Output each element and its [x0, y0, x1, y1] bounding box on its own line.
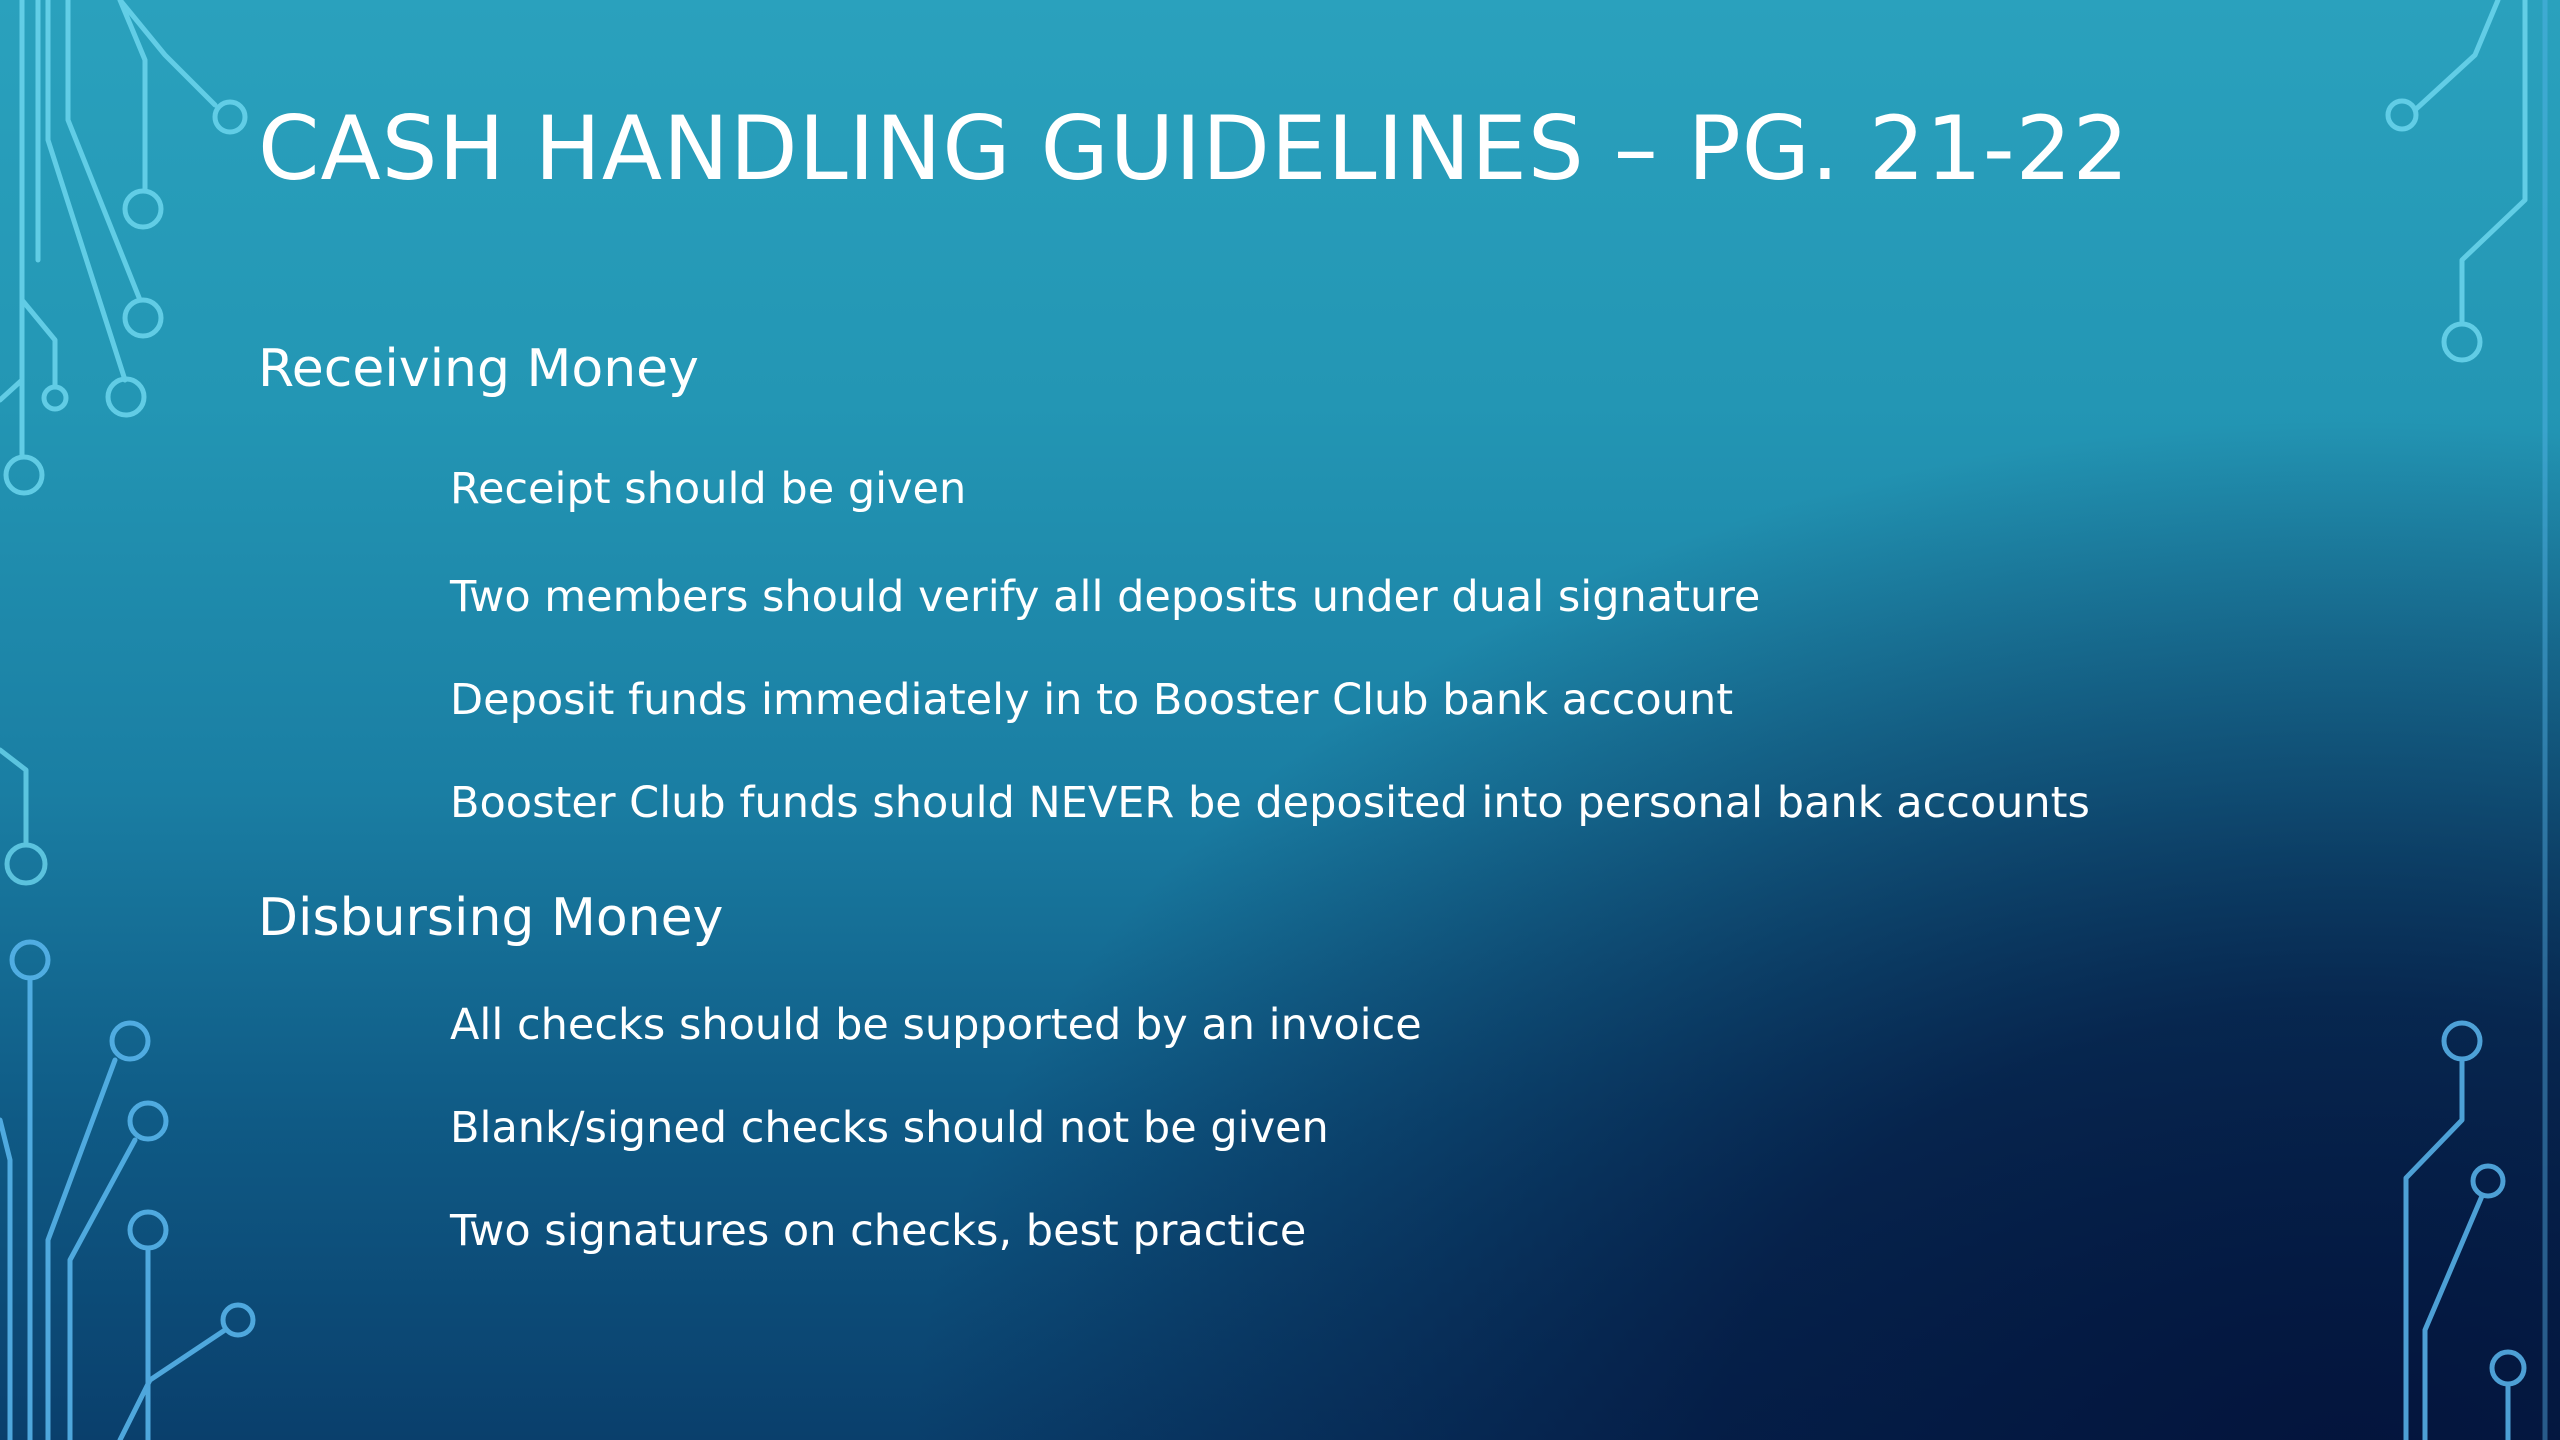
list-item-invoice: All checks should be supported by an invoice — [450, 1000, 1422, 1050]
list-item-no-personal-accounts: Booster Club funds should NEVER be deposited into personal bank accounts — [450, 778, 2090, 828]
list-item-blank-checks: Blank/signed checks should not be given — [450, 1103, 1329, 1153]
circuit-bottom-left — [0, 942, 253, 1440]
list-item-receipt: Receipt should be given — [450, 464, 967, 514]
list-item-dual-signature: Two members should verify all deposits under dual signature — [450, 572, 1761, 622]
section-heading-receiving-money: Receiving Money — [258, 339, 699, 399]
circuit-mid-left — [0, 750, 45, 883]
slide-title: CASH HANDLING GUIDELINES – PG. 21-22 — [258, 97, 2130, 200]
circuit-top-right — [2388, 0, 2525, 360]
list-item-deposit-funds: Deposit funds immediately in to Booster Club bank account — [450, 675, 1734, 725]
circuit-bottom-right — [2406, 0, 2545, 1440]
list-item-two-signatures: Two signatures on checks, best practice — [450, 1206, 1307, 1256]
section-heading-disbursing-money: Disbursing Money — [258, 888, 724, 948]
circuit-top-left — [0, 0, 245, 493]
